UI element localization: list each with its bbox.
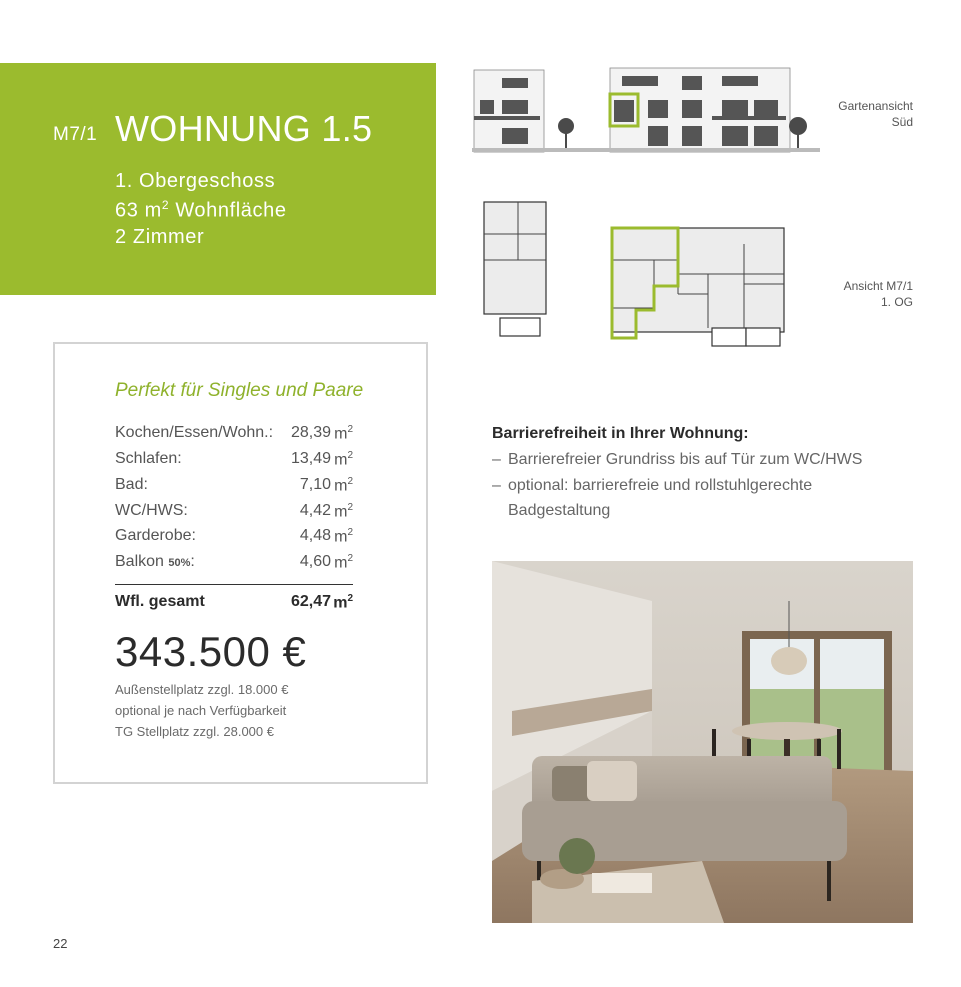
floorplan-drawing — [608, 224, 790, 350]
area-row-wardrobe: Garderobe: 4,48 $m^2$ — [115, 527, 353, 546]
area-row-balcony: Balkon 50%: 4,60 $m^2$ — [115, 553, 353, 572]
elevation-caption: Gartenansicht Süd — [838, 99, 913, 129]
accessibility-item-2-cont: Badgestaltung — [508, 502, 611, 519]
page-number: 22 — [53, 936, 68, 951]
floorplan-caption: Ansicht M7/1 1. OG — [843, 279, 913, 309]
total-area-row: Wfl. gesamt 62,47 $m^2$ — [115, 593, 353, 612]
floor-label: 1. Obergeschoss — [115, 170, 276, 192]
apartment-code: M7/1 — [53, 124, 98, 145]
target-group-subtitle: Perfekt für Singles und Paare — [115, 380, 364, 401]
area-row-sleeping: Schlafen: 13,49 $m^2$ — [115, 450, 353, 469]
interior-photo — [492, 561, 913, 923]
area-row-wc: WC/HWS: 4,42 $m^2$ — [115, 502, 353, 521]
price: 343.500 € — [115, 628, 307, 675]
rooms-label: 2 Zimmer — [115, 226, 205, 248]
parking-note-availability: optional je nach Verfügbarkeit — [115, 703, 287, 718]
accessibility-heading: Barrierefreiheit in Ihrer Wohnung: — [492, 425, 749, 442]
parking-note-outdoor: Außenstellplatz zzgl. 18.000 € — [115, 682, 289, 697]
garden-elevation-drawing — [472, 60, 820, 156]
area-row-living: Kochen/Essen/Wohn.: 28,39 $m^2$ — [115, 424, 353, 443]
floorplan-left-partial — [478, 200, 550, 338]
accessibility-item-1: – Barrierefreier Grundriss bis auf Tür zum WC/HWS — [492, 451, 863, 468]
parking-note-garage: TG Stellplatz zzgl. 28.000 € — [115, 724, 274, 739]
accessibility-item-2: – optional: barrierefreie und rollstuhlgerechte — [492, 477, 813, 494]
page-title: WOHNUNG 1.5 — [115, 108, 373, 149]
table-divider — [115, 584, 353, 585]
area-row-bath: Bad: 7,10 $m^2$ — [115, 476, 353, 495]
area-label: 63 $m^2$ Wohnfläche — [115, 198, 287, 222]
